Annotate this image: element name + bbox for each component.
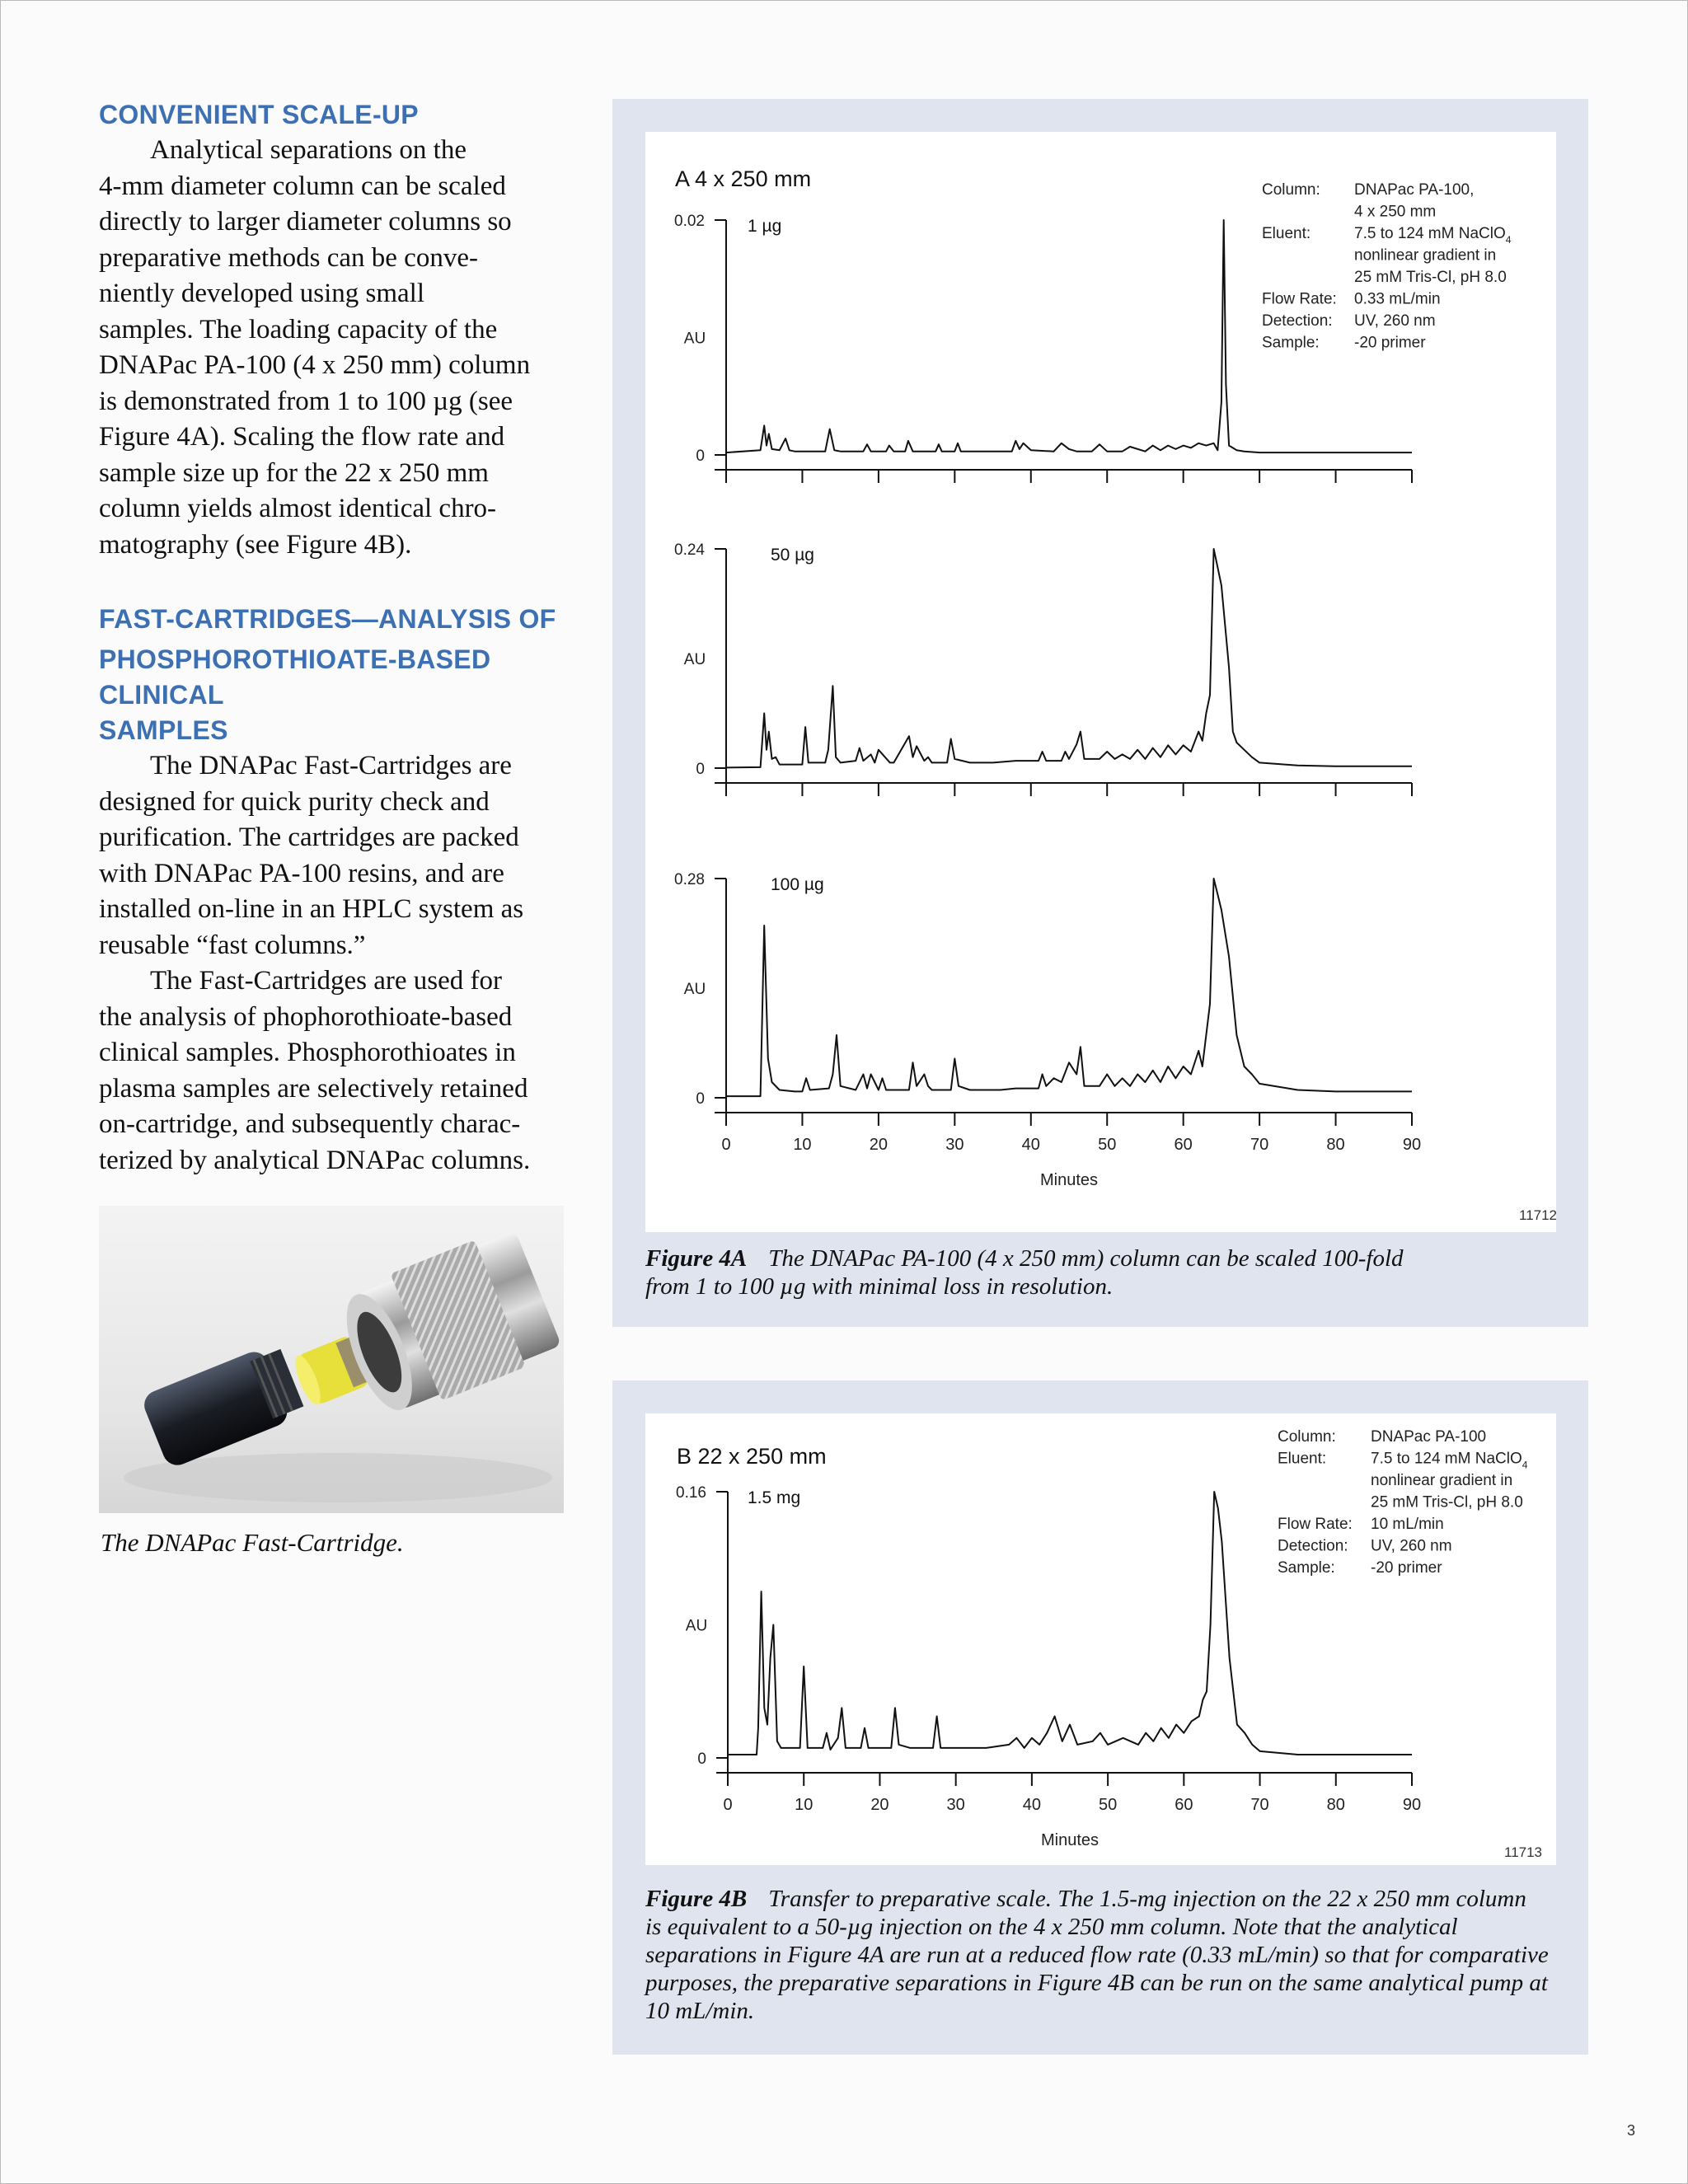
page-number: 3 <box>1627 2122 1636 2139</box>
figure-4a-plots <box>674 213 1421 1189</box>
condition-label: Sample: <box>1278 1559 1335 1577</box>
figure-4b-panel <box>612 1380 1588 2055</box>
x-tick-label: 30 <box>945 1136 964 1154</box>
figure-4b-chart <box>645 1413 1556 1865</box>
caption-line: separations in Figure 4A are run at a reduced flow rate (0.33 mL/min) so that for comparative <box>645 1942 1549 1968</box>
condition-value: DNAPac PA-100, <box>1354 181 1475 199</box>
heading-fast-cartridges <box>99 602 560 748</box>
figure-4b-conditions <box>1278 1428 1528 1577</box>
text-line: column yields almost identical chro- <box>99 494 497 523</box>
x-tick-label: 40 <box>1021 1136 1040 1154</box>
text-line: preparative methods can be conve- <box>99 242 478 273</box>
x-tick-label: 60 <box>1175 1796 1193 1814</box>
figure-4b-id: 11713 <box>1504 1844 1543 1860</box>
text-line: reusable “fast columns.” <box>99 930 366 960</box>
heading-line: SAMPLES <box>99 715 228 745</box>
x-tick-label: 0 <box>723 1796 733 1814</box>
text-line: terized by analytical DNAPac columns. <box>99 1145 531 1175</box>
sample-label: 100 µg <box>771 875 824 894</box>
x-tick-label: 0 <box>721 1136 731 1154</box>
chromatogram-trace <box>726 879 1412 1096</box>
x-axis-label: Minutes <box>1040 1831 1100 1849</box>
text-line: clinical samples. Phosphorothioates in <box>99 1038 516 1067</box>
figure-4b-title: B 22 x 250 mm <box>677 1444 827 1469</box>
x-tick-label: 40 <box>1022 1796 1042 1814</box>
x-tick-label: 70 <box>1250 1136 1269 1154</box>
x-tick-label: 90 <box>1402 1796 1422 1814</box>
x-tick-label: 20 <box>869 1136 889 1154</box>
text-line: the analysis of phophorothioate-based <box>99 1001 513 1032</box>
fast-cartridge-photo <box>99 1206 564 1513</box>
sample-label: 1.5 mg <box>748 1488 801 1507</box>
x-axis-label: Minutes <box>1039 1171 1099 1189</box>
condition-value: 25 mM Tris-Cl, pH 8.0 <box>1354 269 1507 286</box>
condition-label: Detection: <box>1278 1537 1348 1555</box>
x-tick-label: 70 <box>1250 1796 1269 1814</box>
caption-line: from 1 to 100 µg with minimal loss in resolution. <box>645 1273 1114 1300</box>
y-tick-label: 0 <box>696 1090 705 1108</box>
x-tick-label: 50 <box>1098 1136 1117 1154</box>
y-axis-label: AU <box>683 330 706 348</box>
heading-convenient-scale-up: CONVENIENT SCALE-UP <box>99 100 419 129</box>
x-tick-label: 80 <box>1326 1136 1345 1154</box>
caption-line: 10 mL/min. <box>645 1998 755 2024</box>
x-tick-label: 10 <box>795 1796 814 1814</box>
caption-line: purposes, the preparative separations in Figure 4B can be run on the same analytical pump at <box>645 1970 1548 1996</box>
x-tick-label: 60 <box>1174 1136 1193 1154</box>
text-line: The Fast-Cartridges are used for <box>150 966 503 996</box>
text-line: niently developed using small <box>99 279 425 308</box>
figure-4b-caption-label: Figure 4B <box>645 1886 748 1912</box>
y-axis-label: AU <box>685 1617 708 1635</box>
figure-4a-caption <box>645 1244 1552 1301</box>
condition-value: nonlinear gradient in <box>1354 246 1497 265</box>
text-line: 4-mm diameter column can be scaled <box>99 171 506 201</box>
y-tick-label: 0.24 <box>674 541 705 559</box>
text-line: is demonstrated from 1 to 100 µg (see <box>99 386 513 416</box>
text-line: installed on-line in an HPLC system as <box>99 894 524 924</box>
caption-line: Transfer to preparative scale. The 1.5-mg injection on the 22 x 250 mm column <box>768 1886 1526 1912</box>
condition-value: -20 primer <box>1354 334 1426 352</box>
y-tick-label: 0 <box>696 448 705 465</box>
condition-value: -20 primer <box>1371 1559 1442 1577</box>
text-line: plasma samples are selectively retained <box>99 1073 528 1104</box>
chromatogram-100ug <box>674 871 1421 1189</box>
condition-label: Flow Rate: <box>1262 290 1337 308</box>
metal-holder <box>331 1225 564 1425</box>
condition-value: 4 x 250 mm <box>1354 203 1437 221</box>
chromatogram-trace <box>726 549 1412 767</box>
x-tick-label: 50 <box>1098 1796 1118 1814</box>
y-tick-label: 0.02 <box>674 213 705 230</box>
condition-label: Detection: <box>1262 312 1333 330</box>
fast-cartridge-illustration <box>99 1206 564 1513</box>
condition-label: Eluent: <box>1278 1450 1327 1468</box>
condition-value: 25 mM Tris-Cl, pH 8.0 <box>1371 1493 1523 1511</box>
condition-value: 10 mL/min <box>1371 1516 1444 1533</box>
text-line: on-cartridge, and subsequently charac- <box>99 1109 521 1139</box>
heading-line: PHOSPHOROTHIOATE-BASED CLINICAL <box>99 644 491 710</box>
condition-value: 0.33 mL/min <box>1354 290 1441 308</box>
paragraph-scale-up <box>99 133 560 563</box>
condition-value: 7.5 to 124 mM NaClO$_4$ <box>1371 1450 1528 1471</box>
condition-label: Flow Rate: <box>1278 1516 1353 1533</box>
y-tick-label: 0.28 <box>674 871 705 888</box>
photo-caption: The DNAPac Fast-Cartridge. <box>101 1528 404 1557</box>
paragraph-fast-cartridges <box>99 748 560 1179</box>
text-line: Analytical separations on the <box>150 135 467 165</box>
text-line: The DNAPac Fast-Cartridges are <box>150 751 512 780</box>
sample-label: 1 µg <box>748 217 782 236</box>
figure-4b-caption <box>645 1885 1568 2025</box>
caption-line: The DNAPac PA-100 (4 x 250 mm) column can be scaled 100-fold <box>768 1245 1404 1272</box>
text-line: purification. The cartridges are packed <box>99 823 519 852</box>
figure-4a-panel <box>612 99 1588 1327</box>
text-line: DNAPac PA-100 (4 x 250 mm) column <box>99 350 531 380</box>
condition-value: DNAPac PA-100 <box>1371 1428 1487 1446</box>
y-tick-label: 0 <box>696 761 705 778</box>
text-line: matography (see Figure 4B). <box>99 529 412 560</box>
x-tick-label: 10 <box>793 1136 812 1154</box>
subscript: 4 <box>1522 1459 1528 1471</box>
condition-value: nonlinear gradient in <box>1371 1472 1513 1489</box>
condition-value: UV, 260 nm <box>1354 312 1436 330</box>
text-line: directly to larger diameter columns so <box>99 207 512 237</box>
y-tick-label: 0 <box>697 1750 706 1768</box>
black-end-fitting <box>140 1342 307 1470</box>
text-line: designed for quick purity check and <box>99 786 490 817</box>
condition-value: 7.5 to 124 mM NaClO$_4$ <box>1354 225 1512 246</box>
figure-4a-plot-area <box>645 132 1556 1232</box>
chromatogram-50ug <box>674 541 1412 796</box>
x-tick-label: 20 <box>870 1796 889 1814</box>
sample-label: 50 µg <box>771 546 814 565</box>
x-tick-label: 80 <box>1326 1796 1345 1814</box>
caption-line: is equivalent to a 50-µg injection on the 4 x 250 mm column. Note that the analytical <box>645 1914 1458 1940</box>
figure-4a-chart <box>645 132 1556 1232</box>
condition-label: Column: <box>1278 1428 1336 1446</box>
text-line: sample size up for the 22 x 250 mm <box>99 457 489 488</box>
x-tick-label: 30 <box>946 1796 965 1814</box>
left-column <box>99 97 560 1179</box>
y-tick-label: 0.16 <box>676 1484 706 1502</box>
x-tick-label: 90 <box>1402 1136 1422 1154</box>
text-line: samples. The loading capacity of the <box>99 314 498 344</box>
condition-label: Eluent: <box>1262 225 1311 242</box>
figure-4b-plot-area <box>645 1413 1556 1865</box>
heading-line: FAST-CARTRIDGES—ANALYSIS OF <box>99 604 556 634</box>
subscript: 4 <box>1505 234 1512 246</box>
condition-label: Sample: <box>1262 334 1320 352</box>
figure-4a-title: A 4 x 250 mm <box>675 166 812 191</box>
y-axis-label: AU <box>683 981 706 998</box>
condition-label: Column: <box>1262 181 1320 199</box>
figure-4a-id: 11712 <box>1519 1207 1556 1223</box>
condition-value: UV, 260 nm <box>1371 1537 1452 1555</box>
text-line: with DNAPac PA-100 resins, and are <box>99 858 504 888</box>
figure-4a-caption-label: Figure 4A <box>645 1245 748 1272</box>
y-axis-label: AU <box>683 651 706 668</box>
figure-4a-conditions <box>1262 181 1512 352</box>
text-line: Figure 4A). Scaling the flow rate and <box>99 422 505 452</box>
